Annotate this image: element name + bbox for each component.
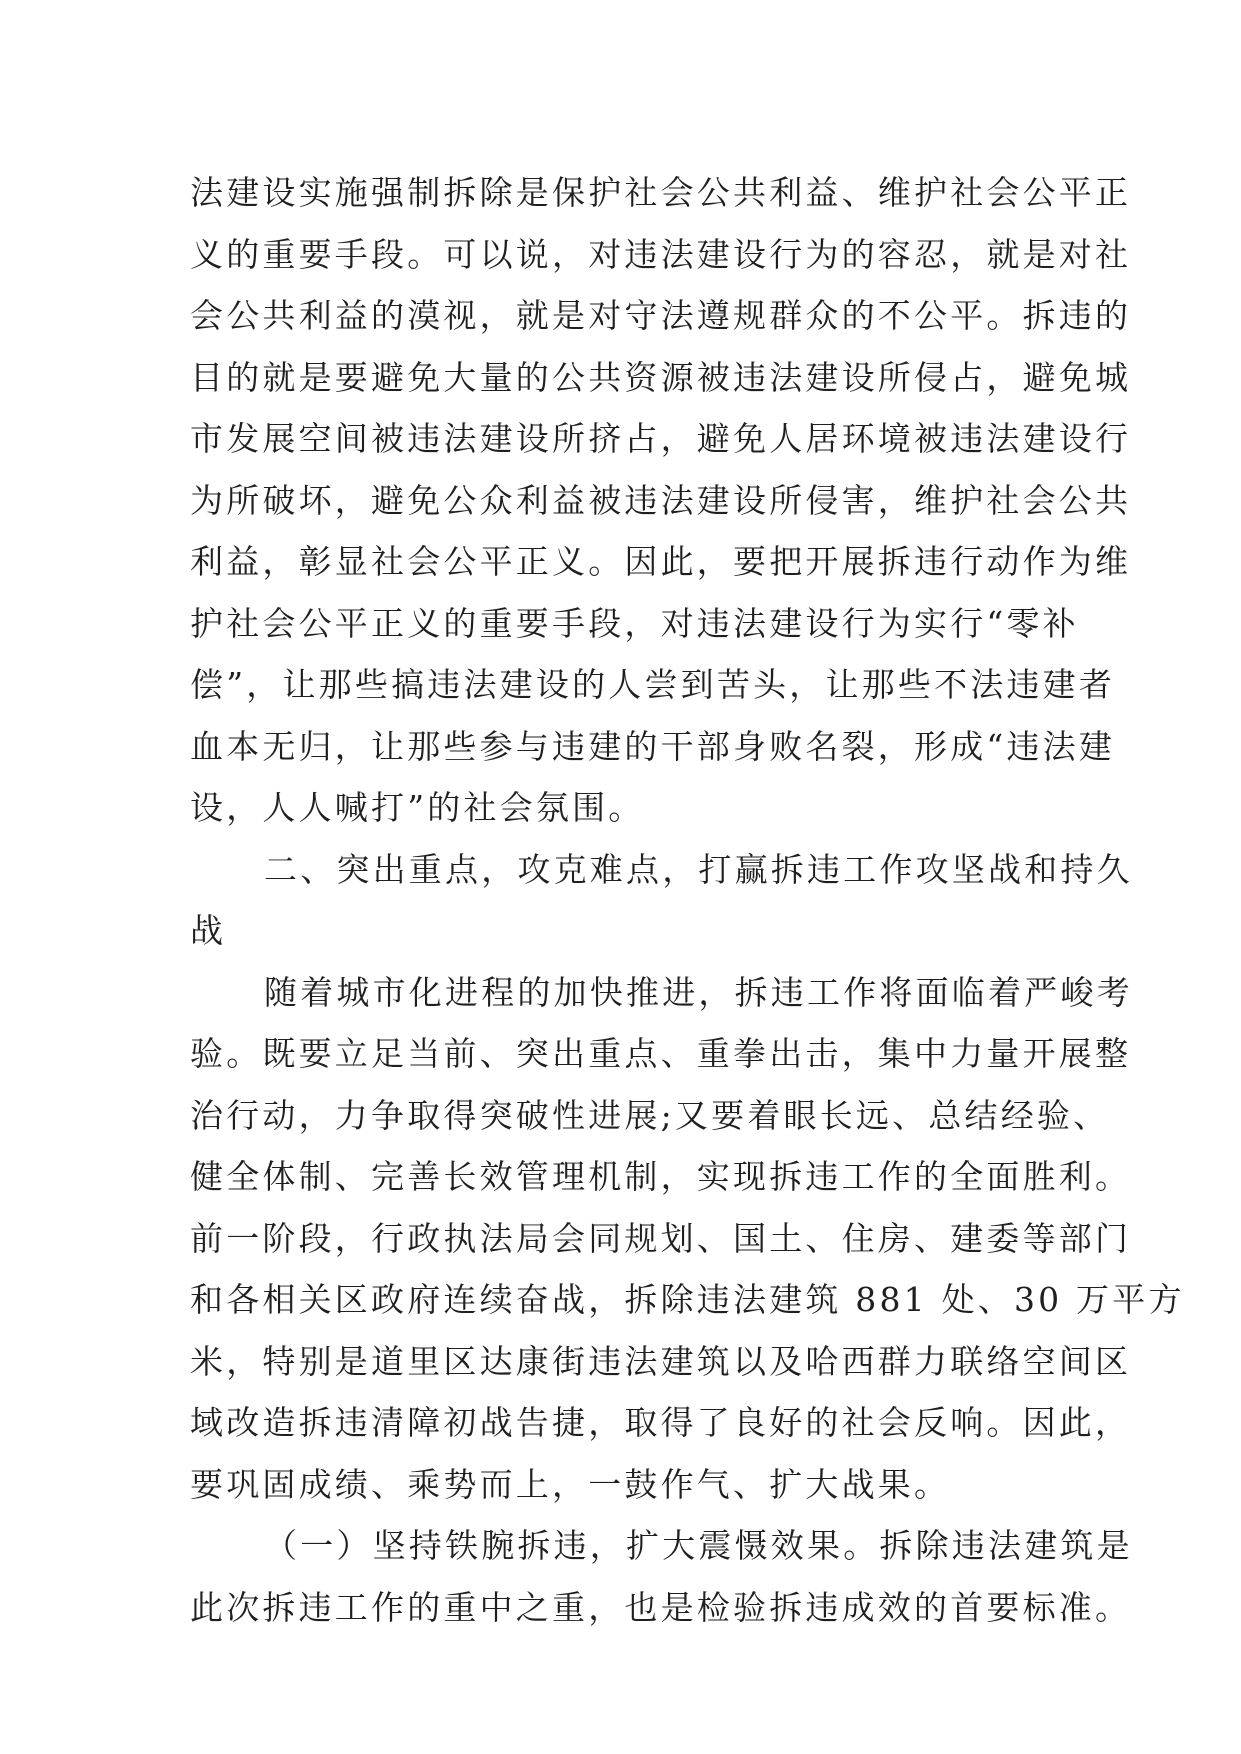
text-line: 市发展空间被违法建设所挤占，避免人居环境被违法建设行 — [190, 419, 1132, 458]
text-line: 域改造拆违清障初战告捷，取得了良好的社会反响。因此， — [190, 1403, 1132, 1442]
text-line: 前一阶段，行政执法局会同规划、国土、住房、建委等部门 — [190, 1218, 1132, 1258]
text-line: 战 — [190, 911, 227, 950]
body-text — [190, 162, 1185, 1638]
text-line: 和各相关区政府连续奋战，拆除违法建筑 881 处、30 万平方 — [190, 1280, 1185, 1319]
text-line: 要巩固成绩、乘势而上，一鼓作气、扩大战果。 — [190, 1464, 951, 1504]
text-line: 血本无归，让那些参与违建的干部身败名裂，形成“违法建 — [190, 726, 1116, 766]
text-line: 义的重要手段。可以说，对违法建设行为的容忍，就是对社 — [190, 234, 1132, 274]
text-line: 随着城市化进程的加快推进，拆违工作将面临着严峻考 — [264, 972, 1133, 1012]
text-line: 二、突出重点，攻克难点，打赢拆违工作攻坚战和持久 — [264, 849, 1133, 889]
text-line: 利益，彰显社会公平正义。因此，要把开展拆违行动作为维 — [190, 542, 1132, 581]
text-line: 米，特别是道里区达康街违法建筑以及哈西群力联络空间区 — [190, 1341, 1132, 1381]
text-line: 为所破坏，避免公众利益被违法建设所侵害，维护社会公共 — [190, 480, 1132, 520]
text-line: 法建设实施强制拆除是保护社会公共利益、维护社会公平正 — [190, 173, 1132, 212]
text-line: 验。既要立足当前、突出重点、重拳出击，集中力量开展整 — [190, 1034, 1132, 1073]
text-line: 健全体制、完善长效管理机制，实现拆违工作的全面胜利。 — [190, 1157, 1132, 1196]
text-line: 偿”，让那些搞违法建设的人尝到苦头，让那些不法违建者 — [190, 665, 1116, 704]
text-line: 治行动，力争取得突破性进展;又要着眼长远、总结经验、 — [190, 1095, 1110, 1135]
text-line: 此次拆违工作的重中之重，也是检验拆违成效的首要标准。 — [190, 1587, 1132, 1627]
text-line: 会公共利益的漠视，就是对守法遵规群众的不公平。拆违的 — [190, 296, 1132, 335]
text-line: （一）坚持铁腕拆违，扩大震慑效果。拆除违法建筑是 — [264, 1526, 1133, 1565]
text-line: 护社会公平正义的重要手段，对违法建设行为实行“零补 — [190, 603, 1079, 643]
text-line: 设，人人喊打”的社会氛围。 — [190, 788, 645, 827]
text-line: 目的就是要避免大量的公共资源被违法建设所侵占，避免城 — [190, 357, 1132, 397]
